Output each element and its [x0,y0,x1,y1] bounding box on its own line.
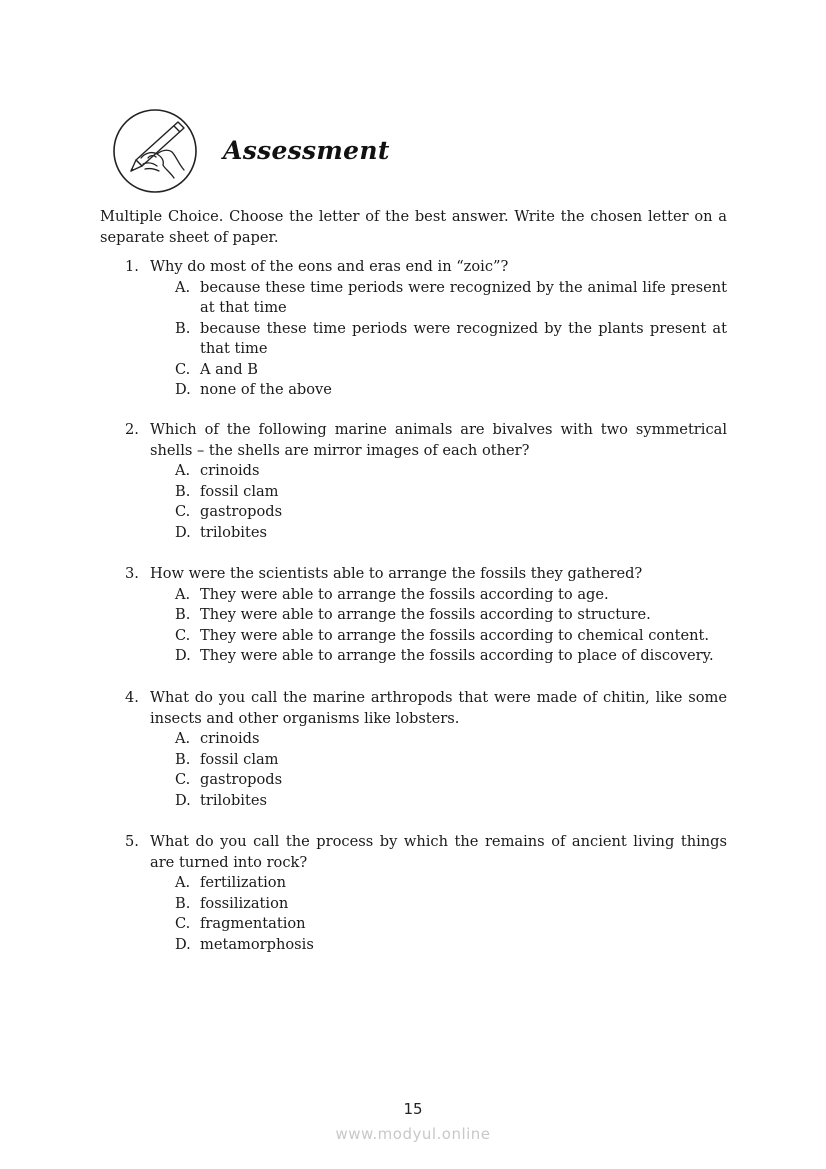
question-number: 3. [125,565,139,582]
option-a [175,278,727,319]
option-b [175,319,727,360]
options-list [175,461,727,543]
question-text: How were the scientists able to arrange the fossils they gathered? [150,565,643,582]
question-number: 4. [125,689,139,706]
option-letter: A. [175,462,191,479]
option-letter: C. [175,503,191,520]
option-d [175,646,727,667]
assessment-header [112,108,612,200]
option-text: none of the above [200,381,332,398]
option-text: They were able to arrange the fossils according to chemical content. [200,626,709,644]
option-text: They were able to arrange the fossils according to age. [200,585,609,603]
options-list [175,873,727,955]
option-text: because these time periods were recognized by the animal life present at that time [200,278,727,316]
option-text: because these time periods were recognized by the plants present at that time [200,319,727,357]
option-a [175,729,727,750]
question-text: Which of the following marine animals are bivalves with two symmetrical shells – the shells are mirror images of each other? [150,421,727,459]
question-3 [125,564,727,667]
instructions: Multiple Choice. Choose the letter of the best answer. Write the chosen letter on a separate sheet of paper. [100,208,727,246]
option-c [175,626,727,647]
option-a [175,461,727,482]
option-letter: D. [175,935,191,953]
option-text: fossil clam [200,482,279,500]
option-letter: D. [175,523,191,541]
option-letter: B. [175,319,191,337]
option-letter: A. [175,278,191,296]
option-letter: C. [175,360,191,378]
option-letter: D. [175,791,191,809]
question-4 [125,688,727,811]
hand-writing-pencil-icon [112,108,198,194]
option-letter: A. [175,585,191,603]
option-b [175,482,727,503]
question-text: What do you call the process by which the remains of ancient living things are turned into rock? [150,833,727,871]
option-text: fragmentation [200,915,306,932]
option-letter: C. [175,771,191,788]
option-text: A and B [200,360,258,378]
option-text: metamorphosis [200,935,314,953]
option-d [175,523,727,544]
option-c [175,914,727,935]
option-c [175,770,727,791]
page-title: Assessment [223,136,390,165]
options-list [175,729,727,811]
option-letter: B. [175,750,191,768]
option-letter: B. [175,482,191,500]
option-text: fertilization [200,874,286,891]
option-text: They were able to arrange the fossils according to place of discovery. [200,647,714,664]
question-number: 1. [125,258,139,275]
question-1 [125,257,727,401]
question-2 [125,420,727,543]
option-text: gastropods [200,771,283,788]
option-letter: C. [175,915,191,932]
option-text: fossilization [200,894,289,912]
page-number: 15 [403,1100,423,1118]
option-text: trilobites [200,523,267,541]
question-text: Why do most of the eons and eras end in “zoic”? [150,258,509,275]
question-text: What do you call the marine arthropods that were made of chitin, like some insects and other organisms like lobsters. [150,689,727,727]
option-letter: D. [175,647,191,664]
question-number: 5. [125,833,139,850]
question-number: 2. [125,421,139,438]
option-text: crinoids [200,730,260,747]
question-5 [125,832,727,955]
option-text: trilobites [200,791,267,809]
option-text: They were able to arrange the fossils according to structure. [200,606,651,623]
option-letter: D. [175,381,191,398]
option-letter: A. [175,730,191,747]
option-text: gastropods [200,503,283,520]
option-letter: B. [175,894,191,912]
option-d [175,791,727,812]
option-c [175,360,727,381]
option-letter: A. [175,874,191,891]
option-c [175,502,727,523]
options-list [175,278,727,401]
option-b [175,605,727,626]
watermark: www.modyul.online [335,1125,491,1143]
option-a [175,585,727,606]
option-letter: C. [175,626,191,644]
option-d [175,380,727,401]
option-b [175,894,727,915]
option-text: fossil clam [200,750,279,768]
option-b [175,750,727,771]
option-letter: B. [175,606,191,623]
option-d [175,935,727,956]
option-text: crinoids [200,462,260,479]
options-list [175,585,727,667]
option-a [175,873,727,894]
